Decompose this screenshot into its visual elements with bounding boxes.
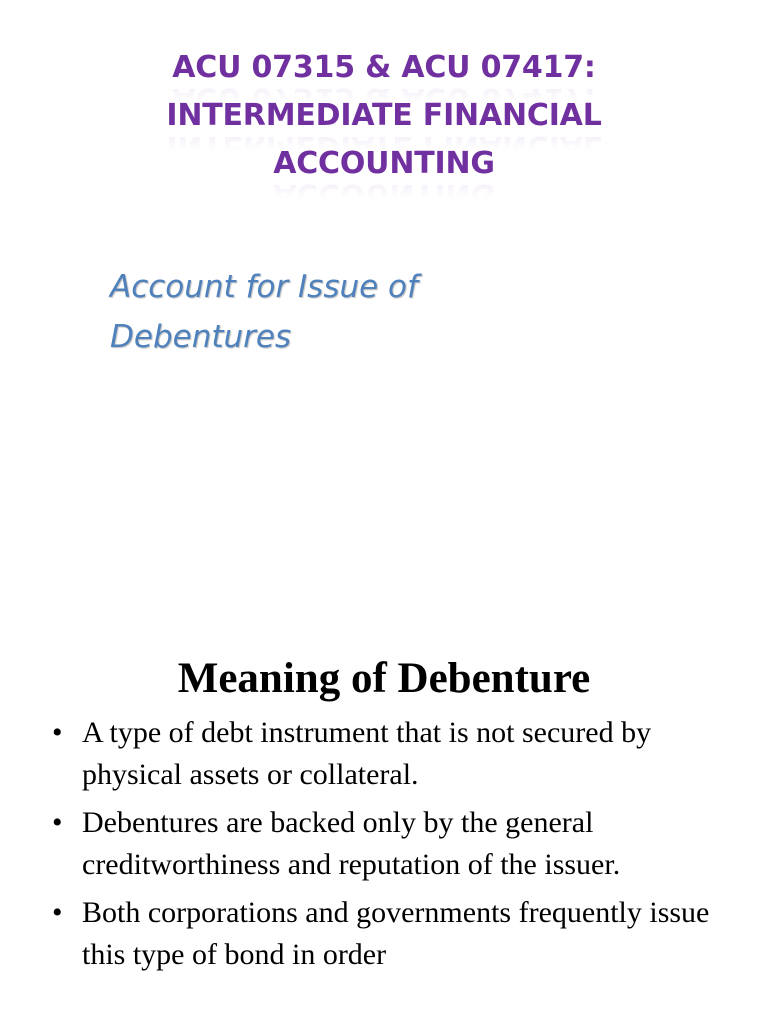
content-slide bbox=[0, 600, 768, 1024]
bullet-list bbox=[48, 712, 728, 982]
bullet-text: A type of debt instrument that is not secured by physical assets or collateral. bbox=[82, 716, 652, 791]
slide-subtitle-line-2: Debentures bbox=[110, 319, 292, 355]
bullet-icon: • bbox=[52, 806, 63, 839]
bullet-icon: • bbox=[52, 896, 63, 929]
bullet-icon: • bbox=[52, 716, 63, 749]
course-title bbox=[0, 44, 768, 188]
bullet-item bbox=[48, 712, 728, 796]
slide-heading: Meaning of Debenture bbox=[177, 654, 591, 702]
bullet-item bbox=[48, 892, 728, 976]
course-title-line-2: INTERMEDIATE FINANCIAL INTERMEDIATE FINANCIAL bbox=[0, 92, 768, 140]
bullet-item bbox=[48, 802, 728, 886]
course-title-line-3: ACCOUNTING ACCOUNTING bbox=[0, 140, 768, 188]
course-title-line-1: ACU 07315 & ACU 07417: ACU 07315 & ACU 07417: bbox=[0, 44, 768, 92]
bullet-text: Both corporations and governments frequently issue this type of bond in order bbox=[82, 896, 710, 971]
slide-subtitle-line-1: Account for Issue of bbox=[110, 269, 418, 305]
bullet-text: Debentures are backed only by the general creditworthiness and reputation of the issuer. bbox=[82, 806, 621, 881]
slide-subtitle bbox=[110, 262, 630, 362]
